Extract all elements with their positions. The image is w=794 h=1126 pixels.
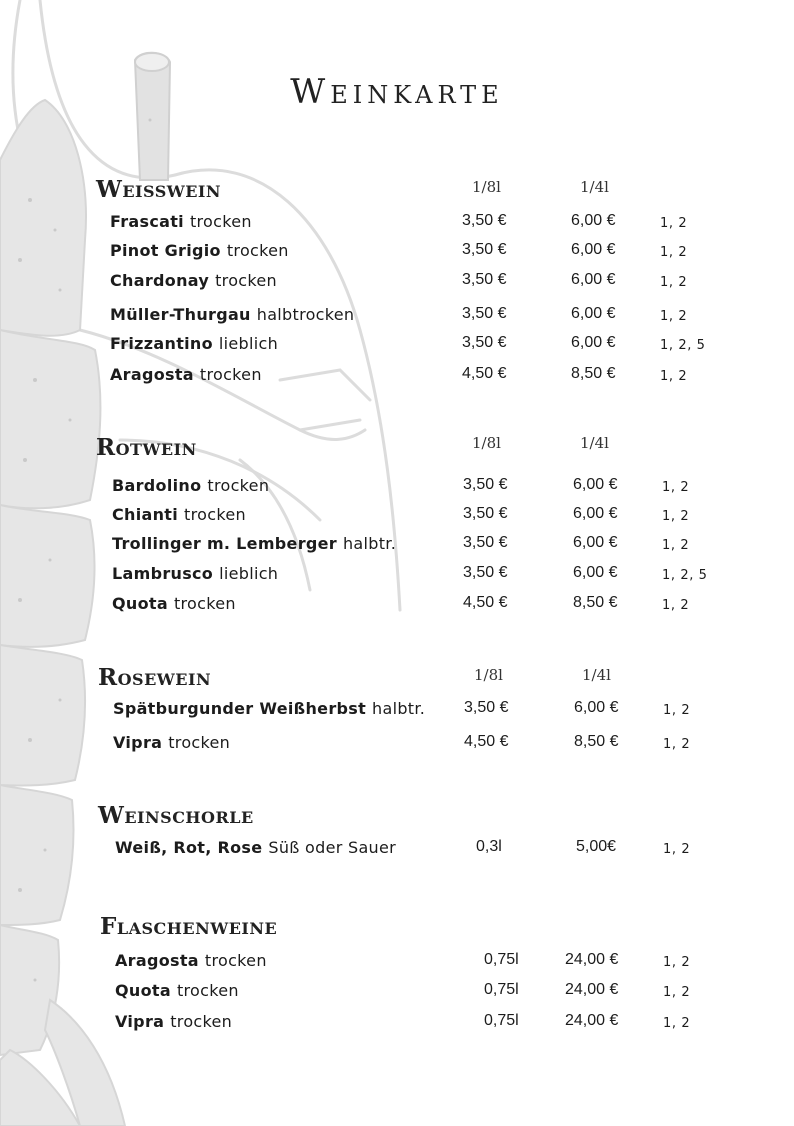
price-large: 6,00 € bbox=[571, 334, 616, 351]
wine-description: trocken bbox=[226, 241, 289, 260]
wine-description: trocken bbox=[199, 365, 262, 384]
price-large: 6,00 € bbox=[573, 534, 618, 551]
wine-name: Trollinger m. Lemberger bbox=[112, 534, 337, 553]
price-small: 0,75l bbox=[484, 1012, 519, 1029]
price-small: 3,50 € bbox=[464, 699, 509, 716]
allergen-notes: 1, 2 bbox=[663, 842, 691, 857]
wine-description: trocken bbox=[168, 733, 231, 752]
price-large: 6,00 € bbox=[574, 699, 619, 716]
column-header: 1/8l bbox=[472, 434, 501, 452]
wine-name: Spätburgunder Weißherbst bbox=[113, 699, 367, 718]
wine-item-name bbox=[110, 365, 262, 384]
allergen-notes: 1, 2 bbox=[660, 245, 688, 260]
price-small: 3,50 € bbox=[463, 476, 508, 493]
price-large: 6,00 € bbox=[573, 476, 618, 493]
price-large: 6,00 € bbox=[571, 305, 616, 322]
wine-item-name bbox=[115, 951, 267, 970]
price-small: 4,50 € bbox=[462, 365, 507, 382]
section-title: Weisswein bbox=[96, 176, 222, 203]
wine-item-name bbox=[112, 594, 236, 613]
column-header: 1/8l bbox=[474, 666, 503, 684]
wine-item-name bbox=[115, 1012, 232, 1031]
price-small: 4,50 € bbox=[463, 594, 508, 611]
wine-item-name bbox=[110, 241, 289, 260]
wine-description: trocken bbox=[170, 1012, 233, 1031]
price-large: 6,00 € bbox=[573, 564, 618, 581]
wine-name: Müller-Thurgau bbox=[110, 305, 251, 324]
column-header: 1/4l bbox=[580, 434, 609, 452]
section-title: Rotwein bbox=[96, 434, 197, 461]
wine-name: Quota bbox=[115, 981, 171, 1000]
wine-description: halbtr. bbox=[372, 699, 426, 718]
allergen-notes: 1, 2 bbox=[660, 275, 688, 290]
allergen-notes: 1, 2 bbox=[660, 309, 688, 324]
price-small: 3,50 € bbox=[462, 271, 507, 288]
section-title: Flaschenweine bbox=[100, 913, 278, 940]
price-small: 3,50 € bbox=[462, 305, 507, 322]
wine-item-name bbox=[112, 564, 278, 583]
allergen-notes: 1, 2 bbox=[663, 985, 691, 1000]
wine-name: Lambrusco bbox=[112, 564, 214, 583]
allergen-notes: 1, 2 bbox=[663, 1016, 691, 1031]
wine-description: trocken bbox=[215, 271, 277, 290]
price-large: 24,00 € bbox=[565, 951, 619, 968]
wine-description: trocken bbox=[204, 951, 267, 970]
page-title: Weinkarte bbox=[290, 72, 504, 112]
allergen-notes: 1, 2, 5 bbox=[662, 568, 708, 583]
price-large: 6,00 € bbox=[571, 271, 616, 288]
wine-item-name bbox=[115, 838, 396, 857]
allergen-notes: 1, 2 bbox=[660, 216, 688, 231]
allergen-notes: 1, 2, 5 bbox=[660, 338, 706, 353]
wine-name: Frascati bbox=[110, 212, 184, 231]
price-small: 3,50 € bbox=[462, 241, 507, 258]
section-title: Rosewein bbox=[98, 664, 212, 691]
allergen-notes: 1, 2 bbox=[663, 955, 691, 970]
column-header: 1/4l bbox=[582, 666, 611, 684]
section-title: Weinschorle bbox=[98, 802, 254, 829]
wine-item-name bbox=[110, 334, 278, 353]
wine-name: Chianti bbox=[112, 505, 179, 524]
allergen-notes: 1, 2 bbox=[660, 369, 688, 384]
wine-name: Frizzantino bbox=[110, 334, 213, 353]
price-large: 8,50 € bbox=[573, 594, 618, 611]
wine-description: trocken bbox=[189, 212, 252, 231]
wine-name: Quota bbox=[112, 594, 168, 613]
allergen-notes: 1, 2 bbox=[662, 480, 690, 495]
price-small: 0,75l bbox=[484, 951, 519, 968]
allergen-notes: 1, 2 bbox=[663, 737, 691, 752]
wine-description: trocken bbox=[176, 981, 239, 1000]
wine-description: halbtrocken bbox=[256, 305, 355, 324]
price-large: 6,00 € bbox=[573, 505, 618, 522]
price-large: 8,50 € bbox=[571, 365, 616, 382]
wine-description: trocken bbox=[207, 476, 270, 495]
wine-name: Chardonay bbox=[110, 271, 210, 290]
wine-item-name bbox=[115, 981, 239, 1000]
wine-name: Pinot Grigio bbox=[110, 241, 221, 260]
allergen-notes: 1, 2 bbox=[662, 509, 690, 524]
wine-name: Aragosta bbox=[110, 365, 194, 384]
wine-item-name bbox=[112, 534, 396, 553]
price-small: 0,3l bbox=[476, 838, 502, 855]
price-small: 3,50 € bbox=[463, 564, 508, 581]
wine-item-name bbox=[110, 271, 277, 290]
wine-description: lieblich bbox=[219, 564, 279, 583]
price-large: 5,00€ bbox=[576, 838, 617, 855]
price-small: 3,50 € bbox=[463, 534, 508, 551]
wine-name: Aragosta bbox=[115, 951, 199, 970]
price-small: 0,75l bbox=[484, 981, 519, 998]
wine-item-name bbox=[110, 305, 354, 324]
wine-description: Süß oder Sauer bbox=[268, 838, 397, 857]
price-large: 8,50 € bbox=[574, 733, 619, 750]
wine-item-name bbox=[110, 212, 252, 231]
wine-description: halbtr. bbox=[342, 534, 397, 553]
wine-name: Weiß, Rot, Rose bbox=[115, 838, 263, 857]
price-large: 6,00 € bbox=[571, 241, 616, 258]
wine-item-name bbox=[113, 733, 230, 752]
wine-item-name bbox=[113, 699, 425, 718]
column-header: 1/8l bbox=[472, 178, 501, 196]
wine-description: lieblich bbox=[218, 334, 279, 353]
wine-description: trocken bbox=[184, 505, 246, 524]
allergen-notes: 1, 2 bbox=[662, 598, 690, 613]
allergen-notes: 1, 2 bbox=[663, 703, 691, 718]
wine-name: Bardolino bbox=[112, 476, 202, 495]
price-small: 3,50 € bbox=[462, 334, 507, 351]
wine-description: trocken bbox=[173, 594, 236, 613]
price-large: 6,00 € bbox=[571, 212, 616, 229]
wine-name: Vipra bbox=[113, 733, 163, 752]
wine-name: Vipra bbox=[115, 1012, 165, 1031]
price-small: 3,50 € bbox=[463, 505, 508, 522]
wine-item-name bbox=[112, 505, 246, 524]
column-header: 1/4l bbox=[580, 178, 609, 196]
price-large: 24,00 € bbox=[565, 981, 619, 998]
price-small: 3,50 € bbox=[462, 212, 507, 229]
price-small: 4,50 € bbox=[464, 733, 509, 750]
allergen-notes: 1, 2 bbox=[662, 538, 690, 553]
wine-item-name bbox=[112, 476, 269, 495]
price-large: 24,00 € bbox=[565, 1012, 619, 1029]
